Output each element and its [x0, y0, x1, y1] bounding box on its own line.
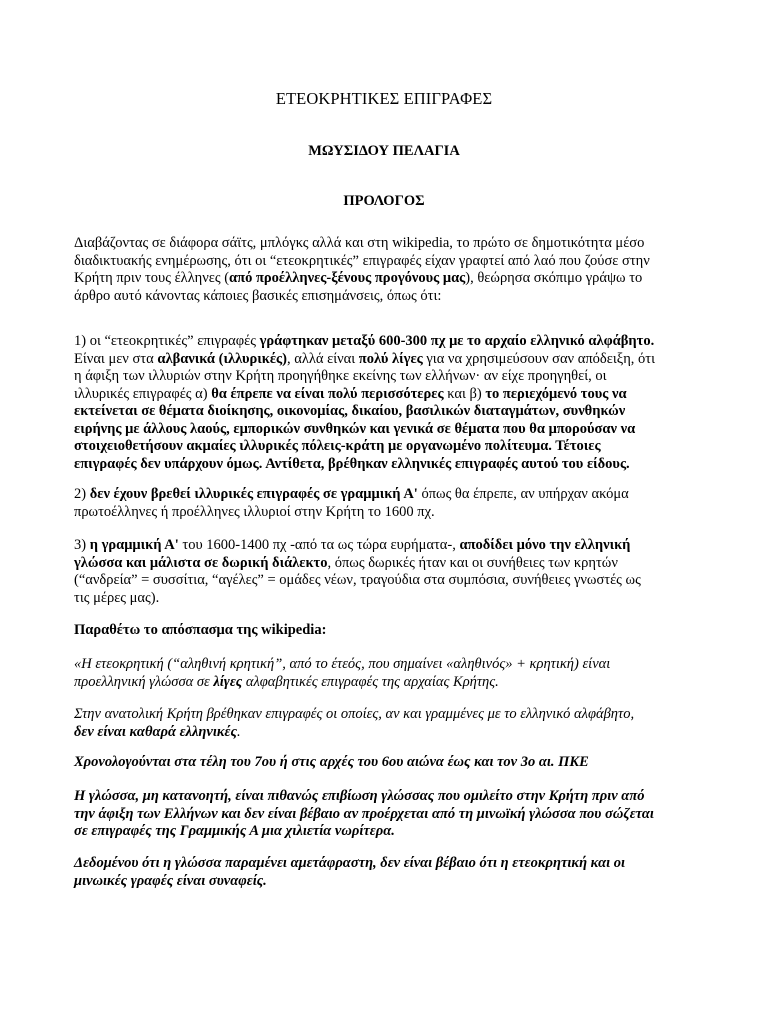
text-run: στοιχειοθετήσουν ακμαίες ιλλυρικές πόλεις-κράτη με οργανωμένο πολίτευμα. Τέτοιες	[74, 438, 601, 454]
text-run: για να χρησιμεύσουν σαν απόδειξη, ότι	[422, 350, 655, 367]
text-run: εκτείνεται σε θέματα διοίκησης, οικονομίας, δικαίου, βασιλικών διαταγμάτων, συνθηκών	[74, 403, 626, 419]
text-run: αλβανικά (ιλλυρικές)	[157, 350, 287, 367]
text-run: «Η ετεοκρητική (“αληθινή κρητική”, από το έτεός, που σημαίνει «αληθινός» + κρητική) είναι	[74, 656, 611, 672]
text-run: η γραμμική Α'	[89, 537, 179, 553]
text-run: τις μέρες μας).	[74, 589, 160, 606]
text-run: λίγες	[213, 673, 243, 690]
text-run: 1) οι “ετεοκρητικές” επιγραφές	[74, 333, 260, 349]
text-run: Κρήτη πριν τους έλληνες (	[74, 270, 230, 286]
text-run: Η γλώσσα, μη κατανοητή, είναι πιθανώς επιβίωση γλώσσας που ομιλείτο στην Κρήτη πριν από	[74, 788, 645, 804]
intro-paragraph	[74, 235, 696, 305]
quote-paragraph-3	[74, 754, 696, 772]
text-run: η άφιξη των ιλλυριών στην Κρήτη προηγήθηκε εκείνης των ελλήνων· αν είχε προηγηθεί, οι	[74, 368, 607, 384]
document-title: ΕΤΕΟΚΡΗΤΙΚΕΣ ΕΠΙΓΡΑΦΕΣ	[275, 89, 493, 108]
text-run: δεν έχουν βρεθεί ιλλυρικές επιγραφές σε γραμμική Α'	[89, 486, 418, 502]
text-run: αποδίδει μόνο την ελληνική	[459, 537, 631, 553]
text-run: επιγραφές δεν υπάρχουν όμως. Αντίθετα, βρέθηκαν ελληνικές επιγραφές αυτού του είδους.	[74, 455, 630, 472]
text-run: το περιεχόμενό τους να	[485, 385, 627, 402]
text-run: πολύ λίγες	[358, 350, 423, 367]
author-name: ΜΩΥΣΙΔΟΥ ΠΕΛΑΓΙΑ	[308, 143, 460, 159]
text-run: την άφιξη των Ελλήνων και δεν είναι βέβαιο αν προέρχεται από τη μινωϊκή γλώσσα που σώζεται	[74, 805, 654, 822]
text-run: ), θεώρησα σκόπιμο γράψω το	[465, 270, 643, 286]
text-run: Στην ανατολική Κρήτη βρέθηκαν επιγραφές οι οποίες, αν και γραμμένες με το ελληνικό αλφάβητο,	[74, 706, 635, 722]
text-run: , αλλά είναι	[286, 350, 359, 367]
text-run: θα έπρεπε να είναι πολύ περισσότερες	[211, 385, 444, 402]
point-1-paragraph	[74, 333, 696, 473]
text-run: και β)	[443, 385, 486, 402]
text-run: από προέλληνες-ξένους προγόνους μας	[229, 270, 466, 286]
text-run: γράφτηκαν μεταξύ 600-300 πχ με το αρχαίο ελληνικό αλφάβητο.	[259, 333, 655, 349]
text-run: 3)	[74, 537, 90, 553]
text-run: .	[236, 723, 241, 740]
text-run: ειρήνης με άλλους λαούς, εμπορικών συνθηκών και γενικά σε θέματα που θα μπορούσαν να	[74, 420, 636, 437]
text-run: όπως θα έπρεπε, αν υπήρχαν ακόμα	[417, 486, 629, 502]
point-3-paragraph	[74, 537, 696, 607]
text-run: άρθρο αυτό κάνοντας κάποιες βασικές επισημάνσεις, όπως ότι:	[74, 287, 442, 304]
text-run: αλφαβητικές επιγραφές της αρχαίας Κρήτης.	[242, 673, 499, 690]
quote-paragraph-1	[74, 656, 696, 691]
text-run: διαδικτυακής ενημέρωσης, ότι οι “ετεοκρητικές” επιγραφές είχαν γραφτεί από λαό που ζούσε στην	[74, 252, 650, 269]
text-run: , όπως δωρικές ήταν και οι συνήθειες των κρητών	[327, 554, 618, 571]
text-run: του 1600-1400 πχ -από τα ως τώρα ευρήματα-,	[178, 537, 460, 553]
text-run: γλώσσα και μάλιστα σε δωρική διάλεκτο	[74, 554, 328, 571]
quote-paragraph-4	[74, 788, 696, 841]
text-run: προελληνική γλώσσα σε	[74, 673, 214, 690]
quote-paragraph-5	[74, 855, 696, 890]
section-heading: ΠΡΟΛΟΓΟΣ	[343, 193, 425, 209]
quote-paragraph-2	[74, 706, 696, 741]
text-run: Παραθέτω το απόσπασμα της wikipedia:	[74, 622, 327, 638]
text-run: δεν είναι καθαρά ελληνικές	[74, 723, 237, 740]
text-run: (“ανδρεία” = συσσίτια, “αγέλες” = ομάδες νέων, τραγούδια στα συμπόσια, συνήθειες γνωστές ως	[74, 572, 641, 588]
text-run: μινωικές γραφές είναι συναφείς.	[74, 872, 267, 889]
text-run: πρωτοέλληνες ή προέλληνες ιλλυριοί στην Κρήτη το 1600 πχ.	[74, 503, 435, 520]
text-run: Δεδομένου ότι η γλώσσα παραμένει αμετάφραστη, δεν είναι βέβαιο ότι η ετεοκρητική και οι	[74, 855, 626, 871]
text-run: Χρονολογούνται στα τέλη του 7ου ή στις αρχές του 6ου αιώνα έως και τον 3ο αι. ΠΚΕ	[74, 754, 589, 770]
point-2-paragraph	[74, 486, 696, 521]
text-run: 2)	[74, 486, 90, 502]
text-run: ιλλυρικές επιγραφές α)	[74, 385, 212, 402]
text-run: σε επιγραφές της Γραμμικής Α μια χιλιετία νωρίτερα.	[74, 823, 395, 839]
wikipedia-intro	[74, 622, 696, 640]
text-run: Είναι μεν στα	[74, 350, 158, 367]
text-run: Διαβάζοντας σε διάφορα σάϊτς, μπλόγκς αλλά και στη wikipedia, το πρώτο σε δημοτικότητα μέσο	[74, 235, 645, 251]
